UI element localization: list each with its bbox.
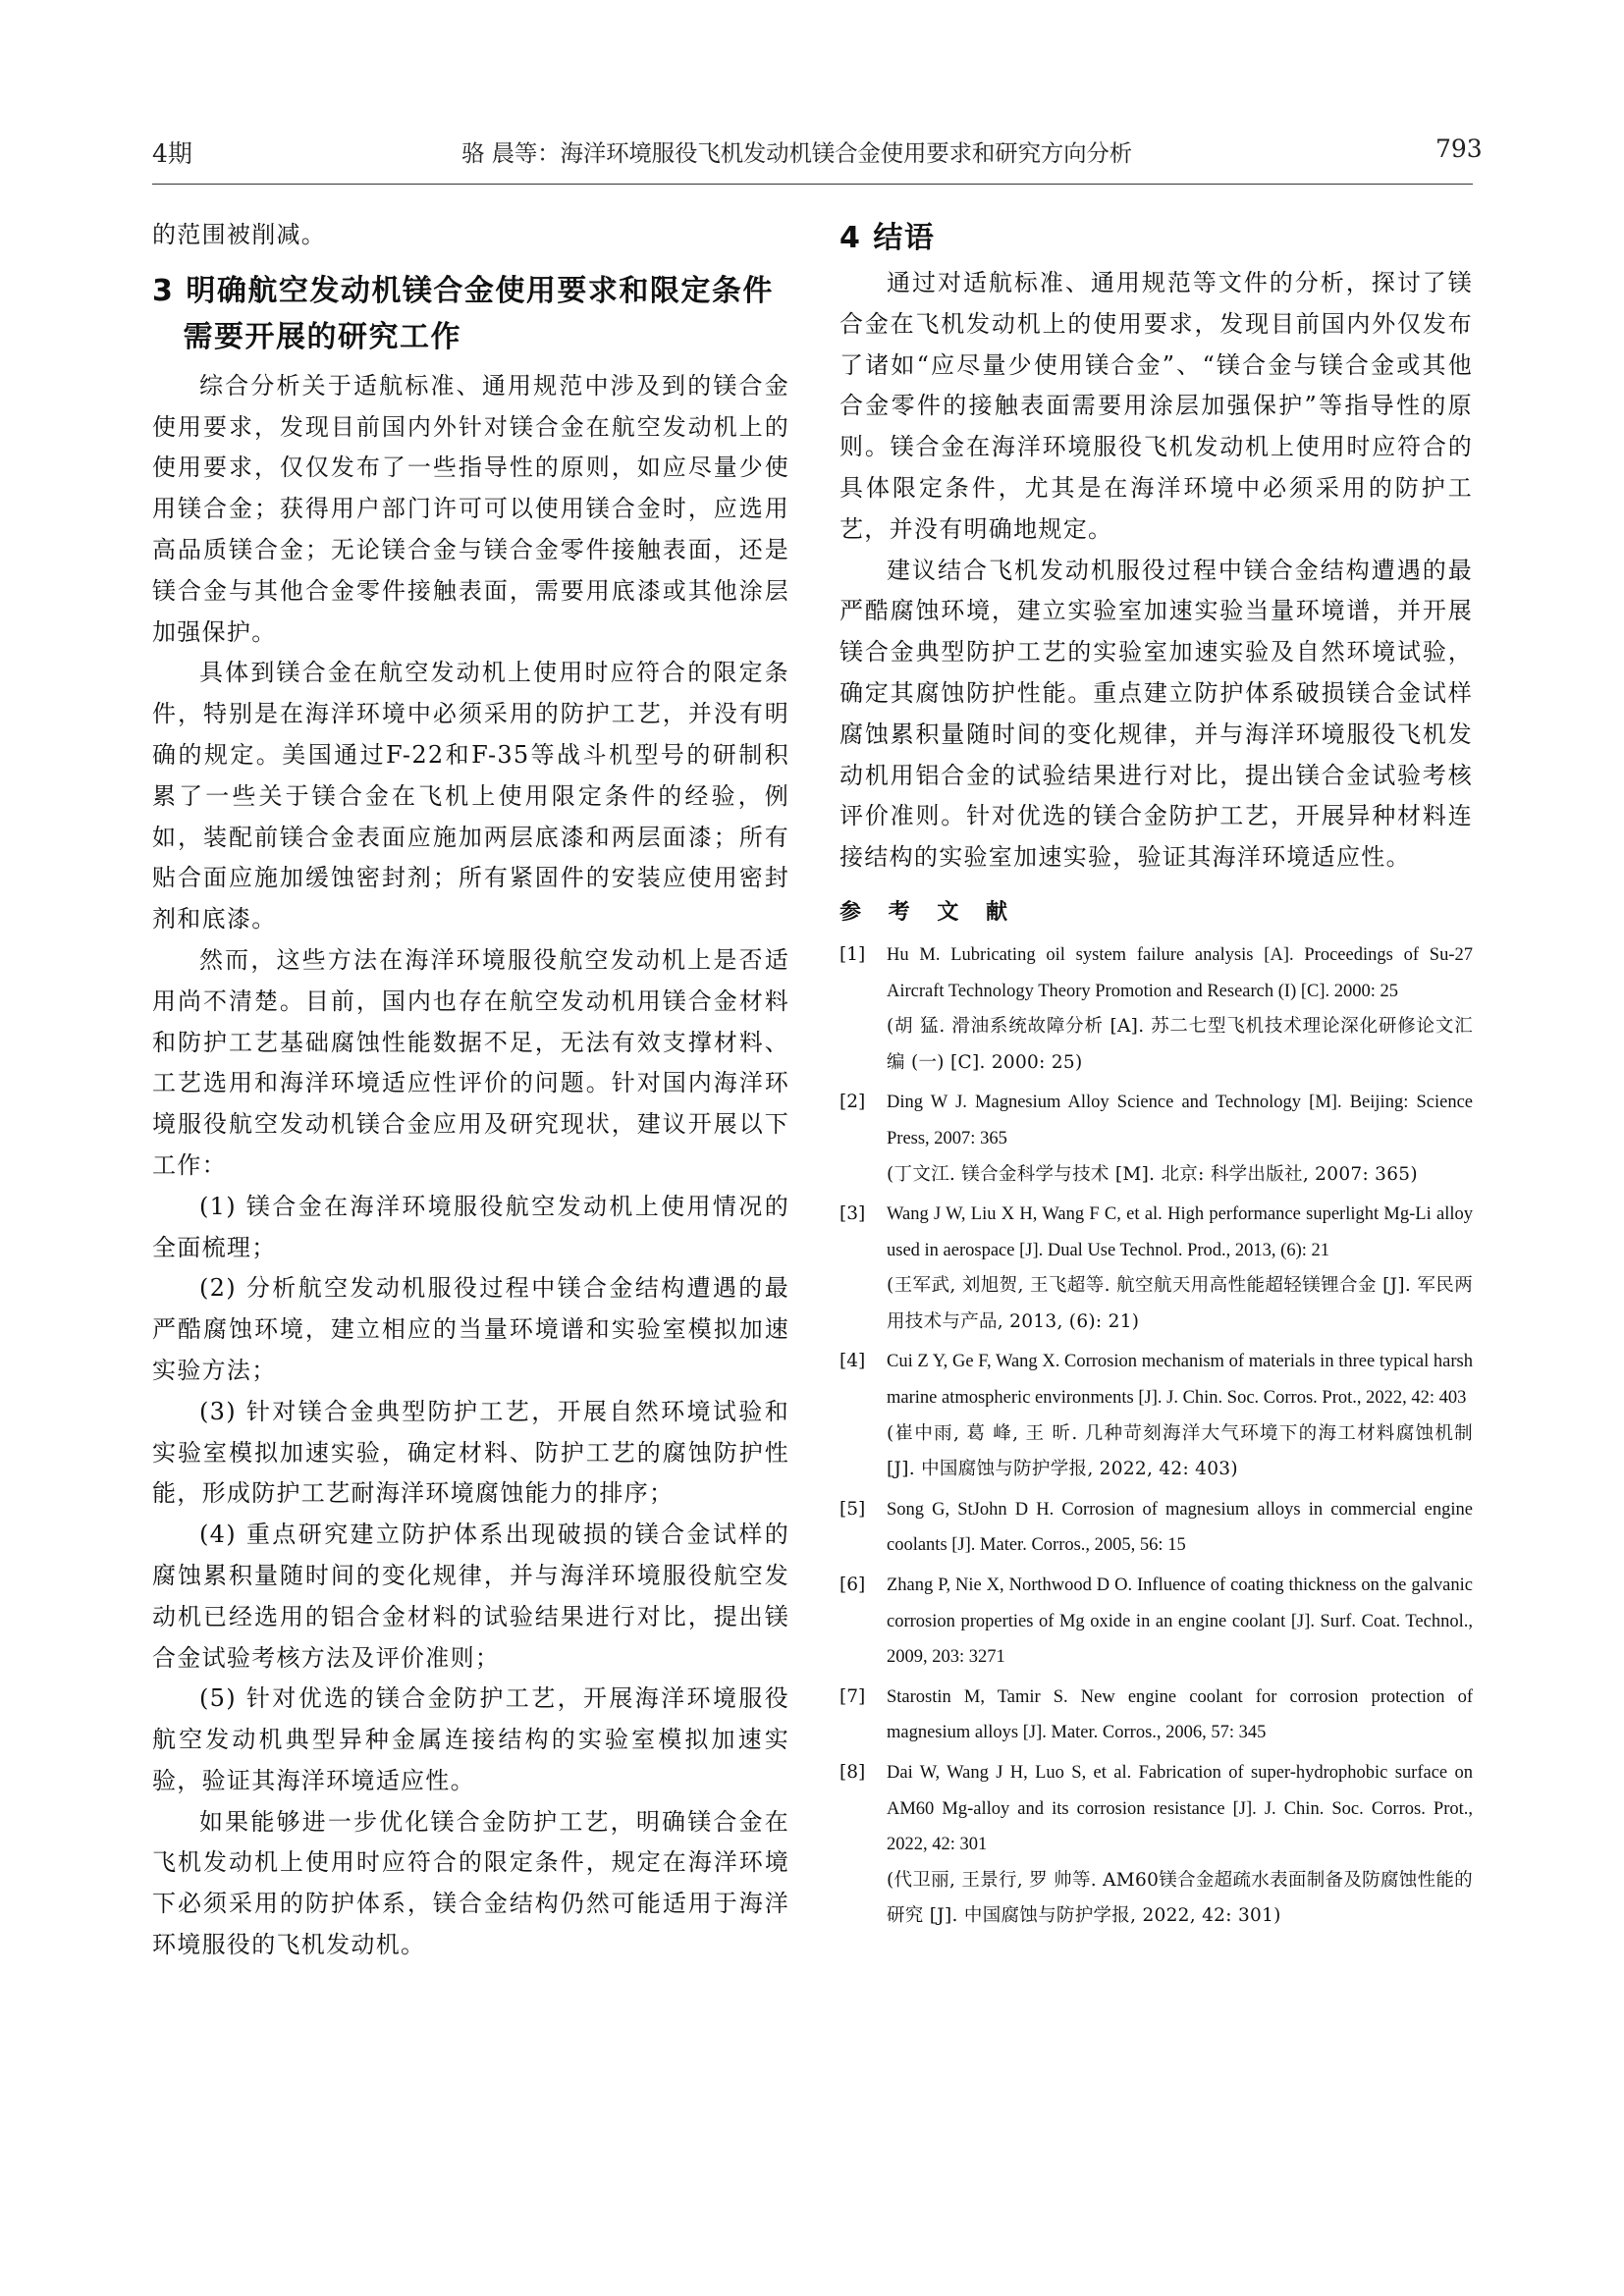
- reference-number: [2]: [839, 1092, 866, 1113]
- reference-en: Wang J W, Liu X H, Wang F C, et al. High performance superlight Mg-Li alloy used in aerospace [J]. Dual Use Technol. Prod., 2013, (6): 21: [887, 1204, 1473, 1260]
- running-head-issue: 4期: [152, 139, 192, 168]
- page-number: 793: [1435, 134, 1483, 163]
- reference-number: [7]: [839, 1685, 866, 1707]
- reference-cn: (丁文江. 镁合金科学与技术 [M]. 北京: 科学出版社, 2007: 365): [887, 1163, 1418, 1185]
- reference-en: Starostin M, Tamir S. New engine coolant for corrosion protection of magnesium alloys [J]. Mater. Corros., 2006, 57: 345: [887, 1686, 1473, 1743]
- reference-cn: (王军武, 刘旭贺, 王飞超等. 航空航天用高性能超轻镁锂合金 [J]. 军民两用技术与产品, 2013, (6): 21): [887, 1275, 1473, 1332]
- reference-item: [839, 1197, 1473, 1340]
- section-3-heading: 3 明确航空发动机镁合金使用要求和限定条件需要开展的研究工作: [152, 273, 774, 354]
- paragraph: 建议结合飞机发动机服役过程中镁合金结构遭遇的最严酷腐蚀环境，建立实验室加速实验当量环境谱，并开展镁合金典型防护工艺的实验室加速实验及自然环境试验，确定其腐蚀防护性能。重点建立防护体系破损镁合金试样腐蚀累积量随时间的变化规律，并与海洋环境服役飞机发动机用铝合金的试验结果进行对比，提出镁合金试验考核评价准则。针对优选的镁合金防护工艺，开展异种材料连接结构的实验室加速实验，验证其海洋环境适应性。: [839, 556, 1473, 872]
- reference-en: Song G, StJohn D H. Corrosion of magnesium alloys in commercial engine coolants [J]. Mater. Corros., 2005, 56: 15: [887, 1499, 1473, 1556]
- reference-en: Ding W J. Magnesium Alloy Science and Technology [M]. Beijing: Science Press, 2007: 365: [887, 1093, 1473, 1148]
- paragraph: 通过对适航标准、通用规范等文件的分析，探讨了镁合金在飞机发动机上的使用要求，发现目前国内外仅发布了诸如“应尽量少使用镁合金”、“镁合金与镁合金或其他合金零件的接触表面需要用涂层加强保护”等指导性的原则。镁合金在海洋环境服役飞机发动机上使用时应符合的具体限定条件，尤其是在海洋环境中必须采用的防护工艺，并没有明确地规定。: [839, 269, 1473, 543]
- reference-item: [839, 1492, 1473, 1564]
- continued-text: 的范围被削减。: [152, 221, 327, 248]
- running-head-title: 骆 晨等：海洋环境服役飞机发动机镁合金使用要求和研究方向分析: [461, 139, 1132, 167]
- reference-item: [839, 1680, 1473, 1751]
- list-item: (4) 重点研究建立防护体系出现破损的镁合金试样的腐蚀累积量随时间的变化规律，并与海洋环境服役航空发动机已经选用的铝合金材料的试验结果进行对比，提出镁合金试验考核方法及评价准则；: [152, 1521, 789, 1672]
- right-column: [839, 215, 1473, 1939]
- reference-number: [6]: [839, 1575, 866, 1596]
- paragraph: 综合分析关于适航标准、通用规范中涉及到的镁合金使用要求，发现目前国内外针对镁合金在航空发动机上的使用要求，仅仅发布了一些指导性的原则，如应尽量少使用镁合金；获得用户部门许可可以使用镁合金时，应选用高品质镁合金；无论镁合金与镁合金零件接触表面，还是镁合金与其他合金零件接触表面，需要用底漆或其他涂层加强保护。: [152, 371, 789, 646]
- header-rule: [152, 184, 1473, 185]
- reference-number: [3]: [839, 1203, 866, 1225]
- paragraph: 具体到镁合金在航空发动机上使用时应符合的限定条件，特别是在海洋环境中必须采用的防护工艺，并没有明确的规定。美国通过F-22和F-35等战斗机型号的研制积累了一些关于镁合金在飞机上使用限定条件的经验，例如，装配前镁合金表面应施加两层底漆和两层面漆；所有贴合面应施加缓蚀密封剂；所有紧固件的安装应使用密封剂和底漆。: [152, 659, 789, 934]
- reference-cn: (代卫丽, 王景行, 罗 帅等. AM60镁合金超疏水表面制备及防腐蚀性能的研究 [J]. 中国腐蚀与防护学报, 2022, 42: 301): [887, 1869, 1473, 1927]
- references-heading: 参 考 文 献: [839, 899, 1017, 925]
- reference-en: Cui Z Y, Ge F, Wang X. Corrosion mechanism of materials in three typical harsh marine atmospheric environments [J]. J. Chin. Soc. Corros. Prot., 2022, 42: 403: [887, 1352, 1473, 1409]
- list-item: (5) 针对优选的镁合金防护工艺，开展海洋环境服役航空发动机典型异种金属连接结构的实验室模拟加速实验，验证其海洋环境适应性。: [152, 1684, 789, 1794]
- reference-cn: (崔中雨, 葛 峰, 王 昕. 几种苛刻海洋大气环境下的海工材料腐蚀机制 [J]. 中国腐蚀与防护学报, 2022, 42: 403): [887, 1422, 1473, 1480]
- reference-cn: (胡 猛. 滑油系统故障分析 [A]. 苏二七型飞机技术理论深化研修论文汇编 (一) [C]. 2000: 25): [887, 1016, 1473, 1073]
- reference-item: [839, 1344, 1473, 1487]
- left-column: [152, 215, 789, 1966]
- reference-item: [839, 1568, 1473, 1676]
- section-4-heading: 4 结语: [839, 221, 936, 255]
- list-item: (1) 镁合金在海洋环境服役航空发动机上使用情况的全面梳理；: [152, 1192, 789, 1261]
- reference-en: Zhang P, Nie X, Northwood D O. Influence of coating thickness on the galvanic corrosion properties of Mg oxide in an engine coolant [J]. Surf. Coat. Technol., 2009, 203: 3271: [887, 1575, 1473, 1668]
- list-item: (2) 分析航空发动机服役过程中镁合金结构遭遇的最严酷腐蚀环境，建立相应的当量环境谱和实验室模拟加速实验方法；: [152, 1274, 789, 1384]
- reference-number: [1]: [839, 943, 866, 965]
- reference-en: Dai W, Wang J H, Luo S, et al. Fabrication of super-hydrophobic surface on AM60 Mg-alloy and its corrosion resistance [J]. J. Chin. Soc. Corros. Prot., 2022, 42: 301: [887, 1763, 1473, 1855]
- reference-item: [839, 1755, 1473, 1935]
- reference-en: Hu M. Lubricating oil system failure analysis [A]. Proceedings of Su-27 Aircraft Technology Theory Promotion and Research (I) [C]. 2000: 25: [887, 944, 1473, 1001]
- reference-number: [5]: [839, 1498, 866, 1520]
- reference-number: [4]: [839, 1351, 866, 1372]
- paragraph: 如果能够进一步优化镁合金防护工艺，明确镁合金在飞机发动机上使用时应符合的限定条件，规定在海洋环境下必须采用的防护体系，镁合金结构仍然可能适用于海洋环境服役的飞机发动机。: [152, 1807, 789, 1959]
- reference-item: [839, 937, 1473, 1081]
- reference-number: [8]: [839, 1762, 866, 1784]
- reference-item: [839, 1085, 1473, 1193]
- list-item: (3) 针对镁合金典型防护工艺，开展自然环境试验和实验室模拟加速实验，确定材料、防护工艺的腐蚀防护性能，形成防护工艺耐海洋环境腐蚀能力的排序；: [152, 1397, 789, 1508]
- paragraph: 然而，这些方法在海洋环境服役航空发动机上是否适用尚不清楚。目前，国内也存在航空发动机用镁合金材料和防护工艺基础腐蚀性能数据不足，无法有效支撑材料、工艺选用和海洋环境适应性评价的问题。针对国内海洋环境服役航空发动机镁合金应用及研究现状，建议开展以下工作：: [152, 945, 789, 1179]
